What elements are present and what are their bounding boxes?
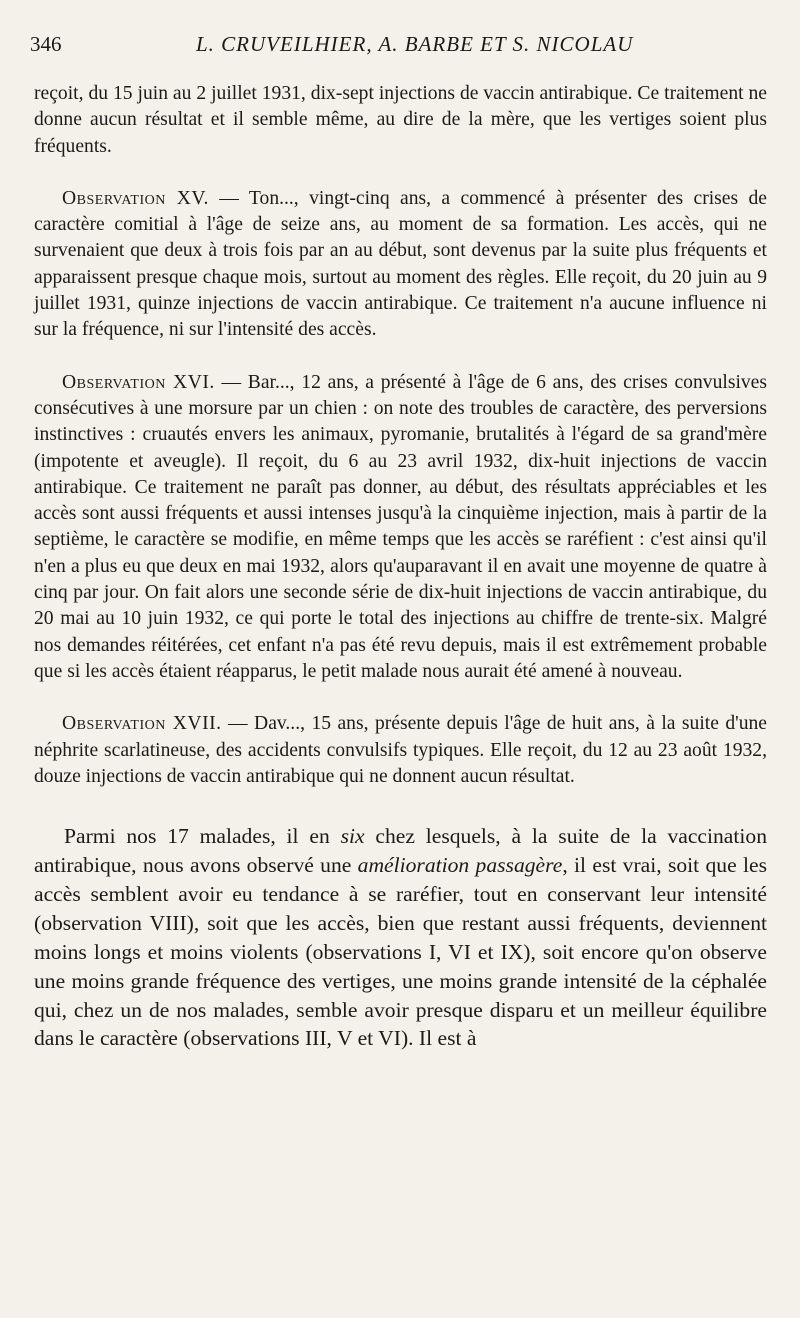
summary-text-1: Parmi nos 17 malades, il en [64,824,330,849]
page-header [30,32,790,58]
page-number: 346 [30,32,62,56]
observation-17 [34,711,767,790]
observation-text: — Bar..., 12 ans, a présenté à l'âge de 6 ans, des crises convulsives consécutives à une morsure par un chien : on note des troubles de caractère, des perversions instinctives : cruautés envers les animaux, pyromanie, brutalités à l'égard de sa grand'mère (impotente et aveugle). Il reçoit, du 6 au 23 avril 1932, dix-huit injections de vaccin antirabique. Ce traitement ne paraît pas donner, au début, des résultats appréciables et les accès sont aussi fréquents et aussi intenses jusqu'à la cinquième injection, mais à partir de la septième, le caractère se modifie, en même temps que les accès se raréfient : c'est ainsi qu'il n'en a plus eu que deux en mai 1932, alors qu'auparavant il en avait une moyenne de quatre à cinq par jour. On fait alors une seconde série de dix-huit injections de vaccin antirabique, du 20 mai au 10 juin 1932, ce qui porte le total des injections au chiffre de trente-six. Malgré nos demandes réitérées, cet enfant n'a pas été revu depuis, mais il est extrêmement probable que si les accès étaient réapparus, le petit malade nous aurait été amené à nouveau. [34,371,768,682]
observation-text: — Ton..., vingt-cinq ans, a commencé à présenter des crises de caractère comitial à l'âge de seize ans, au moment de sa formation. Les accès, qui ne survenaient que deux à trois fois par an au début, sont devenus par la suite plus fréquents et apparaissent presque chaque mois, surtout au moment des règles. Elle reçoit, du 20 juin au 9 juillet 1931, quinze injections de vaccin antirabique. Ce traitement n'a aucune influence ni sur la fréquence, ni sur l'intensité des accès. [34,187,767,341]
observation-label: Observation XVI. [62,371,215,393]
observations-block [34,81,767,790]
running-head: L. CRUVEILHIER, A. BARBE ET S. NICOLAU [196,32,634,56]
page-body [34,81,767,1053]
observation-15 [34,186,767,344]
summary-emphasis-amelioration: amélioration passagère [357,853,563,878]
summary-text-2: chez lesquels, à la suite de la vaccination antirabique, nous avons observé une [34,824,767,878]
observation-label: Observation XVII. [62,713,222,735]
summary-text-3: , il est vrai, soit que les accès semblent avoir eu tendance à se raréfier, tout en conservant leur intensité (observation VIII), soit que les accès, bien que restant aussi fréquents, deviennent moins longs et moins violents (observations I, VI et IX), soit encore qu'on observe une moins grande fréquence des vertiges, une moins grande intensité de la céphalée qui, chez un de nos malades, semble avoir presque disparu et un meilleur équilibre dans le caractère (observations III, V et VI). Il est à [34,853,767,1051]
observation-label: Observation XV. [62,187,209,209]
observation-text: — Dav..., 15 ans, présente depuis l'âge de huit ans, à la suite d'une néphrite scarlatineuse, des accidents convulsifs typiques. Elle reçoit, du 12 au 23 août 1932, douze injections de vaccin antirabique qui ne donnent aucun résultat. [34,713,767,787]
summary-paragraph [34,822,767,1053]
continued-paragraph: reçoit, du 15 juin au 2 juillet 1931, dix-sept injections de vaccin antirabique. Ce traitement ne donne aucun résultat et il semble même, au dire de la mère, que les vertiges soient plus fréquents. [34,83,767,157]
summary-emphasis-six: six [340,824,365,849]
observation-16 [34,370,767,686]
